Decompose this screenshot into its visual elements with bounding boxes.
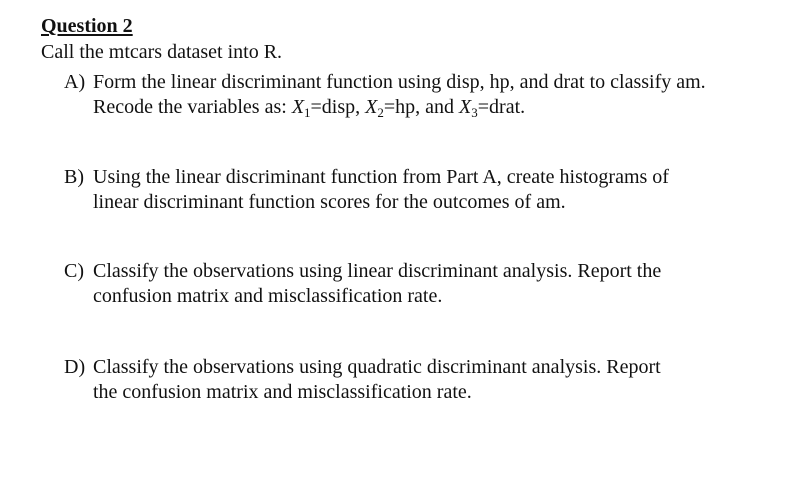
part-d-marker: D) [64, 356, 86, 378]
var-x1: $X_1$ [291, 95, 311, 120]
question-title: Question 2 [41, 15, 133, 37]
part-d-line-1: Classify the observations using quadratic discriminant analysis. Report [93, 356, 661, 378]
recode-prefix: Recode the variables as: [93, 95, 292, 118]
part-d [64, 355, 764, 404]
part-a-marker: A) [64, 71, 86, 93]
question-intro: Call the mtcars dataset into R. [41, 41, 283, 63]
recode-eq2: =hp, and [383, 95, 460, 118]
part-a-line-1: Form the linear discriminant function using disp, hp, and drat to classify am. [93, 71, 706, 93]
part-d-line-2: the confusion matrix and misclassification rate. [93, 380, 472, 403]
part-b-line-2: linear discriminant function scores for the outcomes of am. [93, 190, 566, 213]
part-c-line-2: confusion matrix and misclassification rate. [93, 284, 443, 307]
var-x2: $X_2$ [365, 95, 384, 120]
var-x3: $X_3$ [459, 95, 478, 120]
part-c [64, 259, 764, 308]
part-c-marker: C) [64, 260, 84, 282]
part-c-line-1: Classify the observations using linear discriminant analysis. Report the [93, 260, 662, 282]
part-a-recode-line [64, 95, 764, 126]
part-b-line-1: Using the linear discriminant function from Part A, create histograms of [93, 166, 669, 188]
part-b-marker: B) [64, 166, 84, 188]
part-a [64, 70, 764, 125]
recode-eq1: =disp, [310, 95, 366, 118]
recode-eq3: =drat. [477, 95, 526, 118]
part-b [64, 165, 764, 214]
